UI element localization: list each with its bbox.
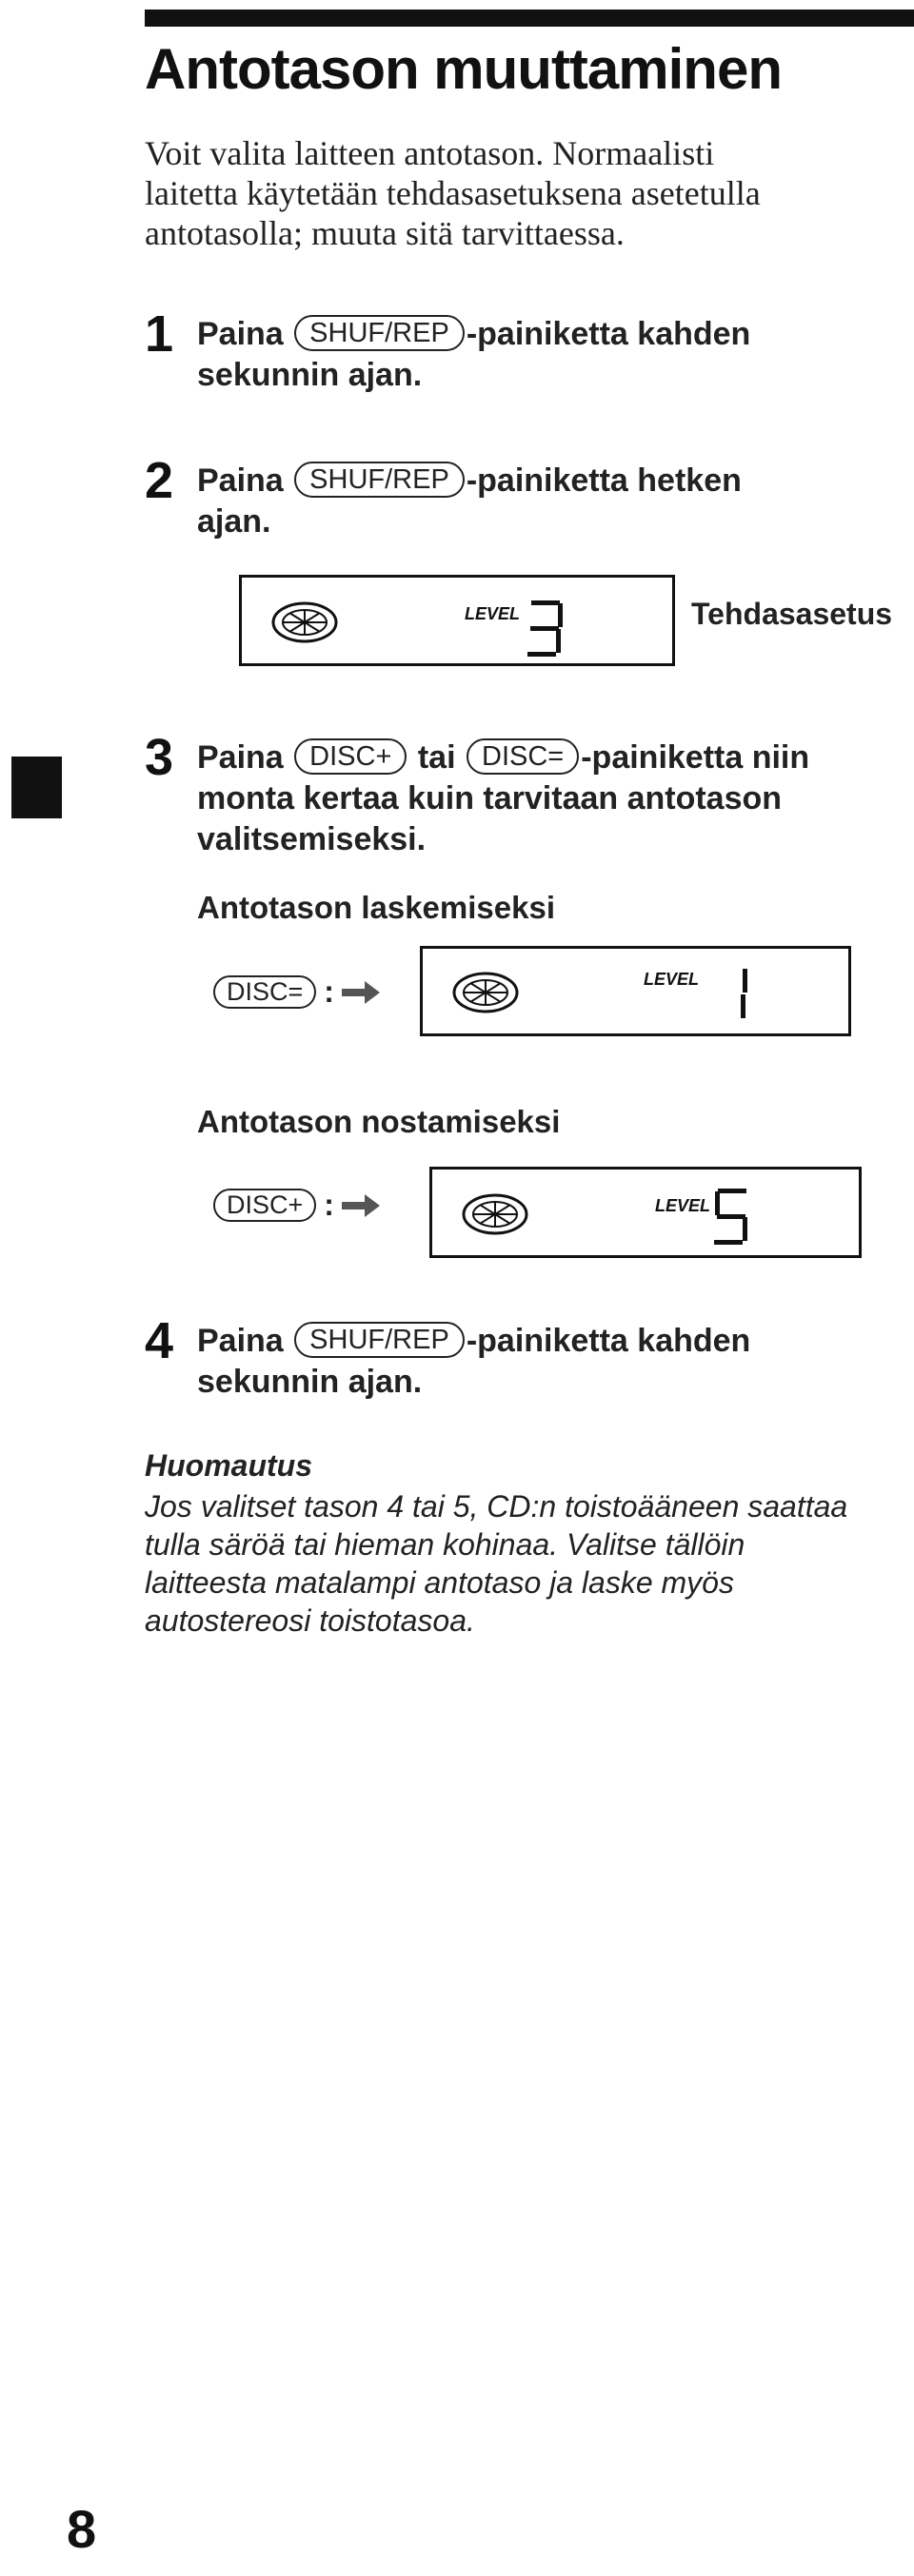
level-label: LEVEL (465, 604, 521, 623)
step-number: 2 (145, 452, 174, 509)
step-text-line: monta kertaa kuin tarvitaan antotason (197, 780, 783, 816)
lower-level-heading: Antotason laskemiseksi (197, 890, 555, 925)
colon: : (324, 1188, 334, 1222)
level-label: LEVEL (655, 1196, 711, 1215)
step-text (197, 314, 750, 396)
intro-line: antotasolla; muuta sitä tarvittaessa. (145, 214, 625, 252)
intro-line: laitetta käytetään tehdasasetuksena asetetulla (145, 174, 761, 212)
page-title: Antotason muuttaminen (145, 37, 782, 101)
step-verb: Paina (197, 739, 284, 776)
digit-segment-c (741, 994, 745, 1018)
level-digit (710, 1187, 752, 1246)
step-text-line: sekunnin ajan. (197, 1364, 423, 1400)
step-number: 4 (145, 1312, 174, 1369)
step-text-line: valitsemiseksi. (197, 821, 427, 857)
factory-setting-caption: Tehdasasetus (691, 597, 893, 631)
step-verb: Paina (197, 316, 284, 352)
level-digit (708, 964, 750, 1023)
step-text-rest: -painiketta hetken (466, 462, 742, 499)
page-number: 8 (67, 2499, 97, 2559)
shuf-rep-key: SHUF/REP (294, 462, 465, 498)
step-text (197, 1321, 750, 1403)
level-label: LEVEL (644, 970, 700, 989)
top-rule (145, 10, 914, 27)
raise-level-heading: Antotason nostamiseksi (197, 1104, 561, 1139)
disc-plus-key: DISC+ (213, 1189, 316, 1222)
step-verb: Paina (197, 1323, 284, 1359)
lcd-display-raise (429, 1167, 862, 1258)
note-line: tulla säröä tai hieman kohinaa. Valitse tällöin (145, 1527, 745, 1562)
disc-plus-key: DISC+ (294, 738, 407, 775)
step-text-rest: -painiketta niin (581, 739, 810, 776)
digit-segment-g (530, 626, 559, 631)
shuf-rep-key: SHUF/REP (294, 1322, 465, 1358)
intro-line: Voit valita laitteen antotason. Normaalisti (145, 134, 715, 172)
disc-minus-key: DISC= (213, 975, 316, 1009)
shuf-rep-key: SHUF/REP (294, 315, 465, 351)
arrow-right-icon (340, 979, 382, 1006)
disc-icon (451, 971, 520, 1014)
step-number: 1 (145, 305, 174, 363)
digit-segment-d (527, 652, 556, 657)
digit-segment-a (718, 1189, 746, 1193)
step-text-line: sekunnin ajan. (197, 357, 423, 393)
note-line: autostereosi toistotasoa. (145, 1603, 475, 1638)
note-line: laitteesta matalampi antotaso ja laske myös (145, 1565, 734, 1600)
note-title: Huomautus (145, 1448, 312, 1483)
step-text (197, 737, 809, 860)
digit-segment-a (531, 600, 560, 605)
intro-paragraph (145, 133, 906, 253)
disc-icon (270, 600, 339, 644)
raise-key-group (211, 1188, 382, 1223)
step-text-line: ajan. (197, 503, 271, 540)
digit-segment-f (715, 1191, 720, 1215)
level-digit (524, 599, 566, 658)
step-text (197, 461, 742, 542)
lower-key-group (211, 974, 382, 1010)
digit-segment-b (558, 603, 563, 627)
colon: : (324, 974, 334, 1009)
digit-segment-c (743, 1217, 747, 1241)
digit-segment-d (714, 1240, 743, 1245)
disc-minus-key: DISC= (467, 738, 579, 775)
arrow-right-icon (340, 1192, 382, 1219)
step-text-rest: -painiketta kahden (466, 316, 751, 352)
step-verb: Paina (197, 462, 284, 499)
section-tab-marker (11, 757, 62, 818)
note-line: Jos valitset tason 4 tai 5, CD:n toistoääneen saattaa (145, 1489, 848, 1524)
step-number: 3 (145, 729, 174, 786)
step-conjunction: tai (417, 739, 456, 776)
digit-segment-c (556, 629, 561, 653)
lcd-display-lower (420, 946, 851, 1036)
step-text-rest: -painiketta kahden (466, 1323, 751, 1359)
digit-segment-g (717, 1214, 745, 1219)
disc-icon (461, 1192, 529, 1236)
note-body (145, 1487, 914, 1640)
lcd-display-default (239, 575, 675, 666)
digit-segment-b (743, 969, 747, 993)
